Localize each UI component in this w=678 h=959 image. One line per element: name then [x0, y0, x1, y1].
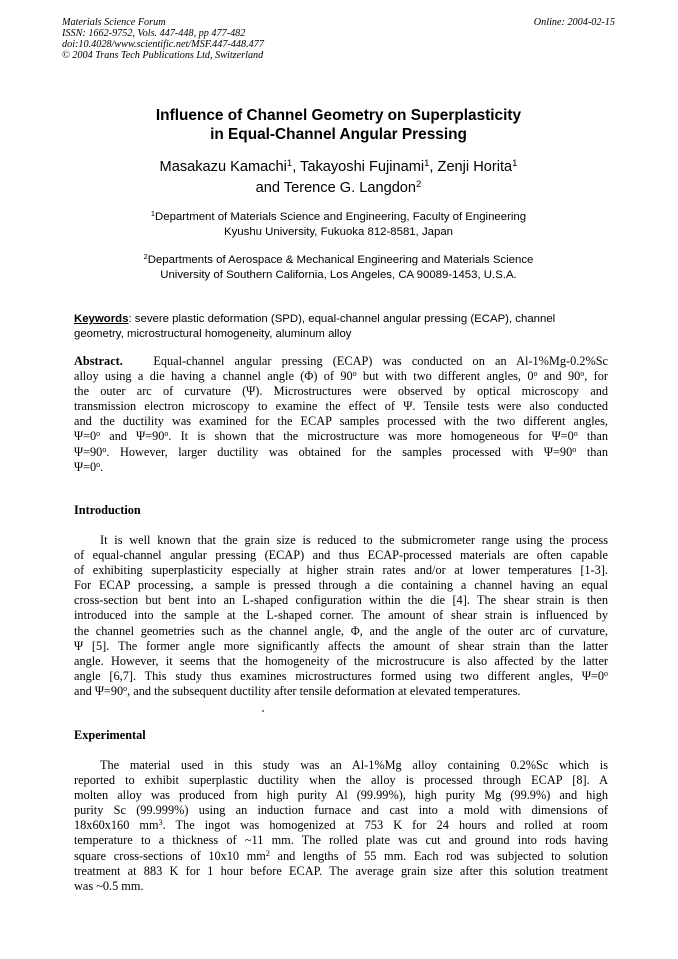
author-list — [62, 157, 615, 199]
title-line-1: Influence of Channel Geometry on Superplasticity — [155, 107, 522, 124]
paragraph-line: Ψ [5]. The former angle more significantly affects the amount of shear strain than the latter — [74, 638, 608, 653]
introduction-paragraph — [74, 533, 608, 699]
abstract-line: and the ductility was examined for the ECAP samples processed with the two different angles, — [74, 414, 608, 429]
keywords-line-1: Keywords: severe plastic deformation (SPD), equal-channel angular pressing (ECAP), channel — [74, 313, 556, 325]
keywords — [74, 312, 608, 342]
paragraph-line: the channel geometries such as the channel angle, Φ, and the angle of the outer arc of curvature, — [74, 623, 608, 638]
abstract-line: transmission electron microscopy to examine the effect of Ψ. Tensile tests were also conducted — [74, 399, 608, 414]
keywords-line-2: geometry, microstructural homogeneity, aluminum alloy — [74, 328, 352, 340]
abstract-line: $\Psi=0^o$. — [74, 459, 104, 474]
section-heading-experimental: Experimental — [74, 728, 146, 742]
author-name: Masakazu Kamachi — [159, 159, 287, 175]
paper-title — [62, 106, 615, 144]
affiliation-marker: 1 — [150, 209, 156, 219]
issn-line: ISSN: 1662-9752, Vols. 447-448, pp 477-482 — [62, 28, 246, 39]
paragraph-line: and $\Psi=90^o$, and the subsequent ductility after tensile deformation at elevated temperatures. — [74, 683, 521, 698]
journal-header — [62, 17, 615, 61]
title-line-2: in Equal-Channel Angular Pressing — [210, 126, 467, 143]
online-date: Online: 2004-02-15 — [533, 17, 615, 28]
paragraph-line: reported to exhibit superplastic ductility when the alloy is processed through ECAP [8]. A — [74, 773, 608, 788]
paragraph-line: square cross-sections of 10x10 $mm^2$ and lengths of 55 mm. Each rod was subjected to solution — [74, 848, 608, 863]
keywords-label: Keywords — [74, 313, 129, 325]
paragraph-line: of equal-channel angular pressing (ECAP) and thus ECAP-processed materials are often capable — [74, 548, 608, 563]
paragraph-line: For ECAP processing, a sample is pressed through a die containing a channel having an equal — [74, 578, 608, 593]
paragraph-line: treatment at 883 K for 1 hour before ECAP. The average grain size after this solution treatment — [74, 863, 608, 878]
abstract-line: alloy using a die having a channel angle (Φ) of 90$^o$ but with two different angles, 0$^o$ and 90$^o$, for — [74, 369, 609, 384]
abstract-line: the outer arc of curvature (Ψ). Microstructures were observed by optical microscopy and — [74, 384, 608, 399]
experimental-paragraph — [74, 758, 608, 894]
copyright-line: © 2004 Trans Tech Publications Ltd, Switzerland — [62, 50, 264, 61]
affiliation-line: Kyushu University, Fukuoka 812-8581, Japan — [224, 226, 453, 238]
author-name: and Terence G. Langdon — [255, 180, 417, 196]
paragraph-line: purity Sc (99.999%) using an induction furnace and cast into a mold with dimensions of — [74, 803, 608, 818]
affiliation-marker: 1 — [424, 158, 430, 170]
doi-line[interactable]: doi:10.4028/www.scientific.net/MSF.447-448.477 — [62, 39, 264, 50]
abstract-label: Abstract. — [74, 354, 123, 368]
affiliation-marker: 2 — [143, 252, 148, 262]
affiliation-2 — [62, 253, 615, 283]
abstract — [74, 354, 608, 475]
abstract-line: $\Psi=0^o$ and $\Psi=90^o$. It is shown that the microstructure was more homogeneous for $\Psi=0^o$ than — [74, 429, 609, 444]
paragraph-line: 18x60x160 $mm^3$. The ingot was homogenized at 753 K for 24 hours and rolled at room — [74, 818, 609, 833]
journal-info — [62, 17, 615, 61]
affiliation-line: University of Southern California, Los Angeles, CA 90089-1453, U.S.A. — [160, 269, 517, 281]
affiliation-line: $^2$Departments of Aerospace & Mechanical Engineering and Materials Science — [143, 252, 534, 266]
affiliation-line: $^1$Department of Materials Science and Engineering, Faculty of Engineering — [150, 209, 527, 223]
abstract-line: $\Psi=90^o$. However, larger ductility was obtained for the samples processed with $\Psi=90^o$ than — [74, 444, 608, 459]
affiliation-marker: 2 — [416, 179, 422, 191]
author-name: , Zenji Horita — [429, 159, 513, 175]
paragraph-line: It is well known that the grain size is reduced to the submicrometer range using the process — [100, 533, 608, 547]
paragraph-line: was ~0.5 mm. — [74, 878, 144, 893]
journal-name: Materials Science Forum — [62, 17, 166, 28]
author-line-1 — [62, 157, 615, 178]
section-heading-introduction: Introduction — [74, 503, 141, 517]
affiliation-1 — [62, 210, 615, 240]
paragraph-line: temperature to a thickness of ~11 mm. The rolled plate was cut and ground into rods having — [74, 833, 608, 848]
paragraph-line: angle [6,7]. This study thus examines microstructures formed using two different angles, $\Psi=0^o$ — [74, 668, 608, 683]
paragraph-line: The material used in this study was an Al-1%Mg alloy containing 0.2%Sc which is — [100, 758, 608, 772]
paragraph-line: introduced into the sample at the L-shaped corner. The amount of shear strain is influenced by — [74, 608, 608, 623]
author-name: , Takayoshi Fujinami — [292, 159, 425, 175]
affiliation-marker: 1 — [286, 158, 293, 170]
author-line-2 — [62, 178, 615, 199]
affiliation-marker: 1 — [512, 158, 518, 170]
stray-dot — [262, 710, 264, 712]
abstract-line: Abstract. Equal-channel angular pressing (ECAP) was conducted on an Al-1%Mg-0.2%Sc — [74, 354, 609, 368]
paragraph-line: cross-section but bent into an L-shaped configuration within the die [4]. The shear strain is then — [74, 593, 608, 608]
paragraph-line: molten alloy was produced from high purity Al (99.99%), high purity Mg (99.9%) and high — [74, 788, 608, 803]
paragraph-line: of exhibiting superplasticity especially at higher strain rates and/or at lower temperatures [1-3]. — [74, 563, 608, 578]
paragraph-line: angle. However, it seems that the homogeneity of the microstrucure is also affected by the latter — [74, 653, 608, 668]
